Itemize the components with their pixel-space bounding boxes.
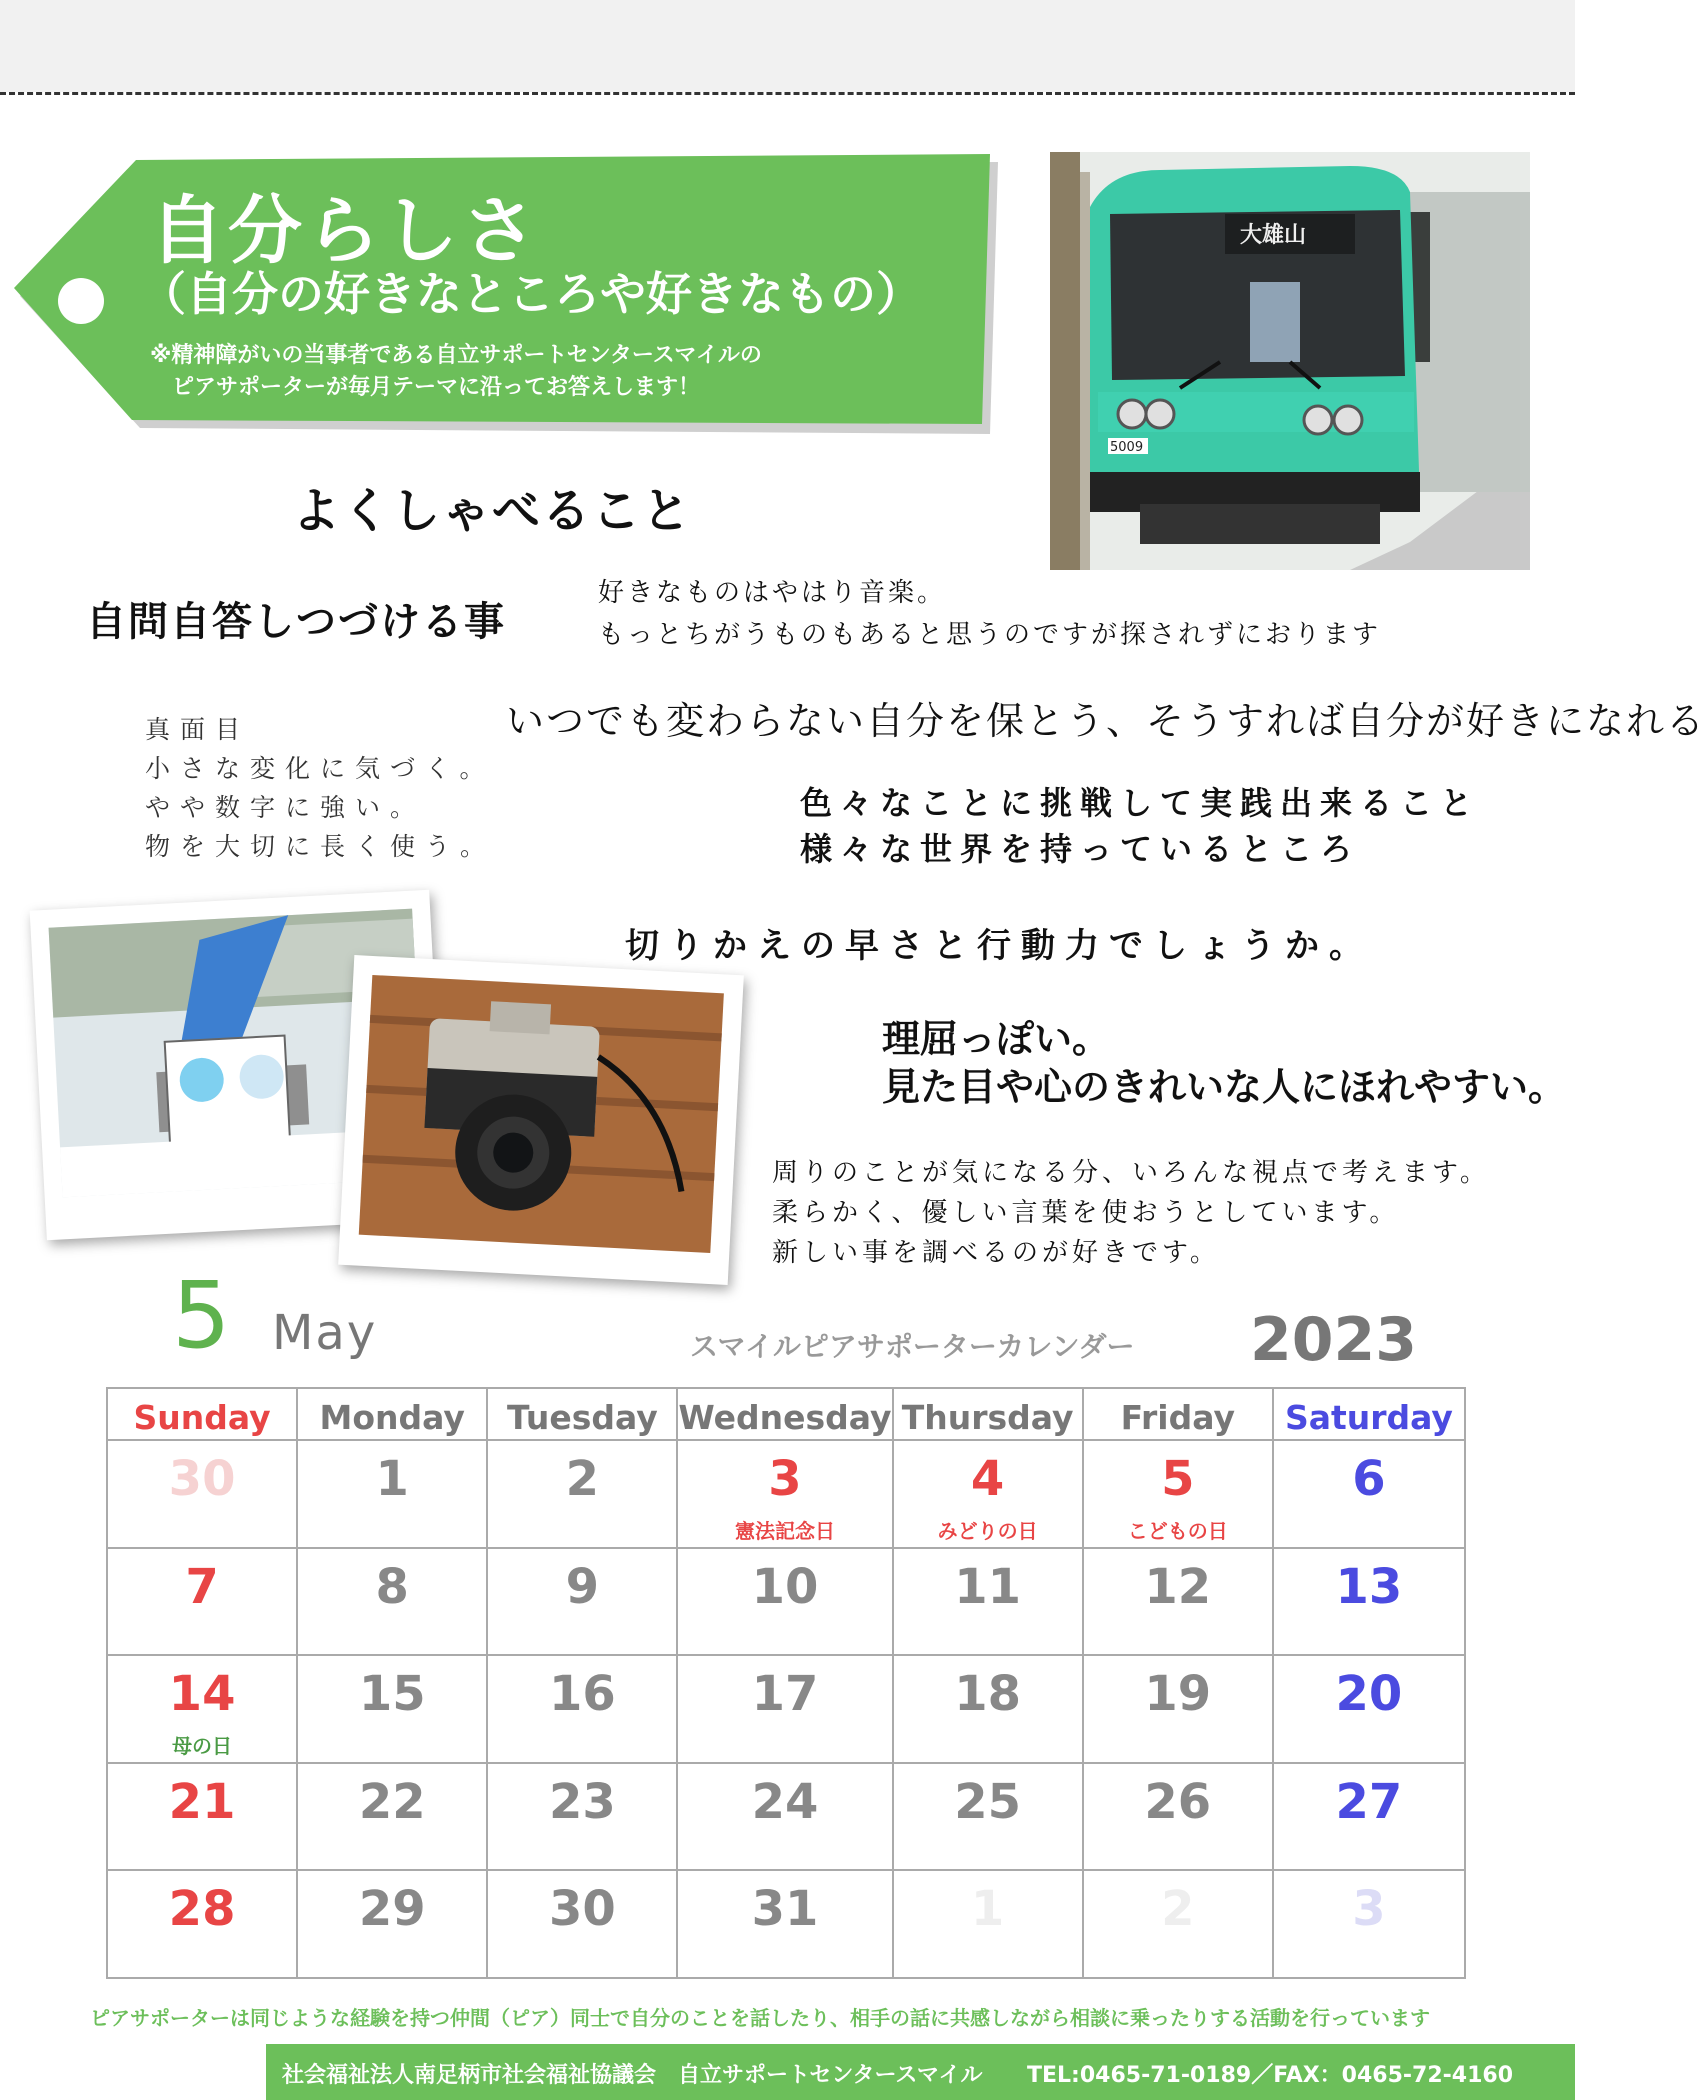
calendar-day-cell <box>1084 1439 1274 1547</box>
month-name: May <box>272 1305 378 1361</box>
day-number: 8 <box>375 1558 409 1615</box>
calendar-day-cell <box>1084 1547 1274 1655</box>
weekday-header: Friday <box>1084 1389 1274 1439</box>
day-number: 21 <box>168 1773 236 1830</box>
day-number: 1 <box>970 1881 1005 1938</box>
cut-line <box>0 92 1575 95</box>
calendar-day-cell <box>298 1762 488 1870</box>
calendar-day-cell <box>1274 1869 1464 1977</box>
answer-line: 物を大切に長く使う。 <box>145 832 496 861</box>
answer-line: 小さな変化に気づく。 <box>145 754 495 783</box>
calendar-day-cell <box>894 1547 1084 1655</box>
calendar-day-cell <box>678 1439 893 1547</box>
day-number: 11 <box>954 1558 1022 1615</box>
answer-line: 色々なことに挑戦して実践出来ること <box>800 784 1481 822</box>
calendar-day-cell <box>108 1439 298 1547</box>
answer-line: 新しい事を調べるのが好きです。 <box>772 1238 1220 1268</box>
car-number: 5009 <box>1110 440 1144 455</box>
answer-line: もっとちがうものもあると思うのですが探されずにおります <box>598 620 1382 650</box>
day-number: 25 <box>954 1773 1022 1830</box>
day-number: 2 <box>565 1451 600 1507</box>
day-number: 7 <box>185 1558 219 1615</box>
answer-line: 柔らかく、優しい言葉を使おうとしています。 <box>772 1198 1400 1228</box>
calendar-day-cell <box>678 1654 893 1762</box>
calendar-day-cell <box>488 1439 678 1547</box>
answer-line: 見た目や心のきれいな人にほれやすい。 <box>882 1065 1567 1109</box>
header-note <box>150 340 910 404</box>
footer-note: ピアサポーターは同じような経験を持つ仲間（ピア）同士で自分のことを話したり、相手の話に共感しながら相談に乗ったりする活動を行っています <box>90 2006 1430 2030</box>
answer-switching: 切りかえの早さと行動力でしょうか。 <box>625 926 1373 966</box>
calendar-day-cell <box>488 1762 678 1870</box>
calendar-day-cell <box>298 1439 488 1547</box>
answer-line: 周りのことが気になる分、いろんな視点で考えます。 <box>772 1158 1490 1188</box>
answer-challenges <box>800 780 1480 872</box>
top-band <box>0 0 1575 92</box>
weekday-header: Sunday <box>108 1389 298 1439</box>
answer-line: 好きなものはやはり音楽。 <box>598 578 947 608</box>
day-number: 10 <box>751 1558 819 1615</box>
answer-line: 真面目 <box>145 715 251 744</box>
day-number: 28 <box>168 1881 236 1938</box>
calendar-day-cell <box>298 1654 488 1762</box>
day-number: 24 <box>751 1773 819 1830</box>
tag-hole <box>58 278 104 324</box>
camera-photo <box>338 955 744 1285</box>
calendar-day-cell <box>1274 1439 1464 1547</box>
answer-music <box>598 572 1381 656</box>
page-subtitle: （自分の好きなところや好きなもの） <box>140 267 922 321</box>
calendar-grid <box>106 1387 1466 1979</box>
day-number: 15 <box>358 1666 426 1723</box>
calendar-day-cell <box>108 1547 298 1655</box>
header-note-line: ピアサポーターが毎月テーマに沿ってお答えします！ <box>172 375 701 400</box>
day-number: 3 <box>1352 1881 1386 1938</box>
destination-sign: 大雄山 <box>1240 223 1307 248</box>
day-number: 29 <box>358 1881 426 1938</box>
weekday-header: Tuesday <box>488 1389 678 1439</box>
answer-self-questioning: 自問自答しつづける事 <box>86 599 506 645</box>
calendar-day-cell <box>1084 1654 1274 1762</box>
weekday-header: Saturday <box>1284 1398 1453 1437</box>
calendar-day-cell <box>1084 1869 1274 1977</box>
answer-logical <box>882 1015 1566 1111</box>
day-number: 26 <box>1144 1773 1212 1830</box>
day-number: 13 <box>1335 1558 1403 1615</box>
day-number: 30 <box>548 1881 616 1938</box>
day-number: 9 <box>565 1558 600 1615</box>
day-number: 2 <box>1161 1881 1195 1938</box>
calendar-day-cell <box>894 1654 1084 1762</box>
answer-serious <box>145 710 495 866</box>
answer-line: 理屈っぽい。 <box>882 1017 1111 1061</box>
calendar-day-cell <box>108 1762 298 1870</box>
holiday-label: こどもの日 <box>1127 1519 1228 1543</box>
answer-line: 様々な世界を持っているところ <box>800 830 1361 868</box>
holiday-label: 憲法記念日 <box>734 1519 835 1543</box>
calendar-day-cell <box>298 1869 488 1977</box>
day-number: 23 <box>548 1773 616 1830</box>
day-number: 27 <box>1335 1773 1403 1830</box>
answer-talkative: よくしゃべること <box>292 483 693 539</box>
calendar-day-cell <box>678 1762 893 1870</box>
calendar-day-cell <box>1274 1654 1464 1762</box>
answer-unchanging-self: いつでも変わらない自分を保とう、そうすれば自分が好きになれる <box>506 699 1706 743</box>
calendar-day-cell <box>108 1869 298 1977</box>
weekday-header: Wednesday <box>678 1389 893 1439</box>
answer-perspectives <box>772 1153 1490 1273</box>
day-number: 5 <box>1161 1451 1195 1507</box>
holiday-label: 母の日 <box>172 1734 233 1759</box>
calendar-title: スマイルピアサポーターカレンダー <box>690 1330 1135 1363</box>
calendar-day-cell <box>1084 1762 1274 1870</box>
day-number: 6 <box>1352 1451 1386 1507</box>
day-number: 18 <box>954 1666 1022 1723</box>
answer-line: やや数字に強い。 <box>145 793 426 822</box>
calendar-day-cell <box>298 1547 488 1655</box>
day-number: 14 <box>168 1666 236 1723</box>
day-number: 30 <box>168 1451 236 1507</box>
day-number: 1 <box>375 1451 409 1507</box>
calendar-day-cell <box>894 1762 1084 1870</box>
day-number: 3 <box>768 1451 802 1507</box>
day-number: 22 <box>358 1773 426 1830</box>
month-number: 5 <box>172 1262 231 1369</box>
calendar-day-cell <box>1274 1547 1464 1655</box>
holiday-label: みどりの日 <box>937 1519 1038 1543</box>
day-number: 19 <box>1144 1666 1212 1723</box>
day-number: 31 <box>751 1881 819 1938</box>
footer-contact: TEL:0465-71-0189／FAX：0465-72-4160 <box>1027 2063 1514 2088</box>
day-number: 16 <box>548 1666 616 1723</box>
page-title: 自分らしさ <box>150 188 540 274</box>
calendar-day-cell <box>488 1869 678 1977</box>
day-number: 4 <box>970 1451 1005 1507</box>
weekday-header: Monday <box>298 1389 488 1439</box>
calendar-year: 2023 <box>1250 1305 1417 1375</box>
day-number: 12 <box>1144 1558 1212 1615</box>
calendar-day-cell <box>488 1654 678 1762</box>
calendar-day-cell <box>894 1439 1084 1547</box>
calendar-day-cell <box>108 1654 298 1762</box>
day-number: 20 <box>1335 1666 1403 1723</box>
calendar-day-cell <box>678 1869 893 1977</box>
footer-organization: 社会福祉法人南足柄市社会福祉協議会 自立サポートセンタースマイル <box>282 2063 983 2088</box>
train-photo <box>1050 152 1530 570</box>
calendar-day-cell <box>1274 1762 1464 1870</box>
calendar-day-cell <box>894 1869 1084 1977</box>
header-note-line: ※精神障がいの当事者である自立サポートセンタースマイルの <box>150 343 762 368</box>
weekday-header: Thursday <box>894 1389 1084 1439</box>
calendar-day-cell <box>488 1547 678 1655</box>
day-number: 17 <box>751 1666 819 1723</box>
calendar-day-cell <box>678 1547 893 1655</box>
